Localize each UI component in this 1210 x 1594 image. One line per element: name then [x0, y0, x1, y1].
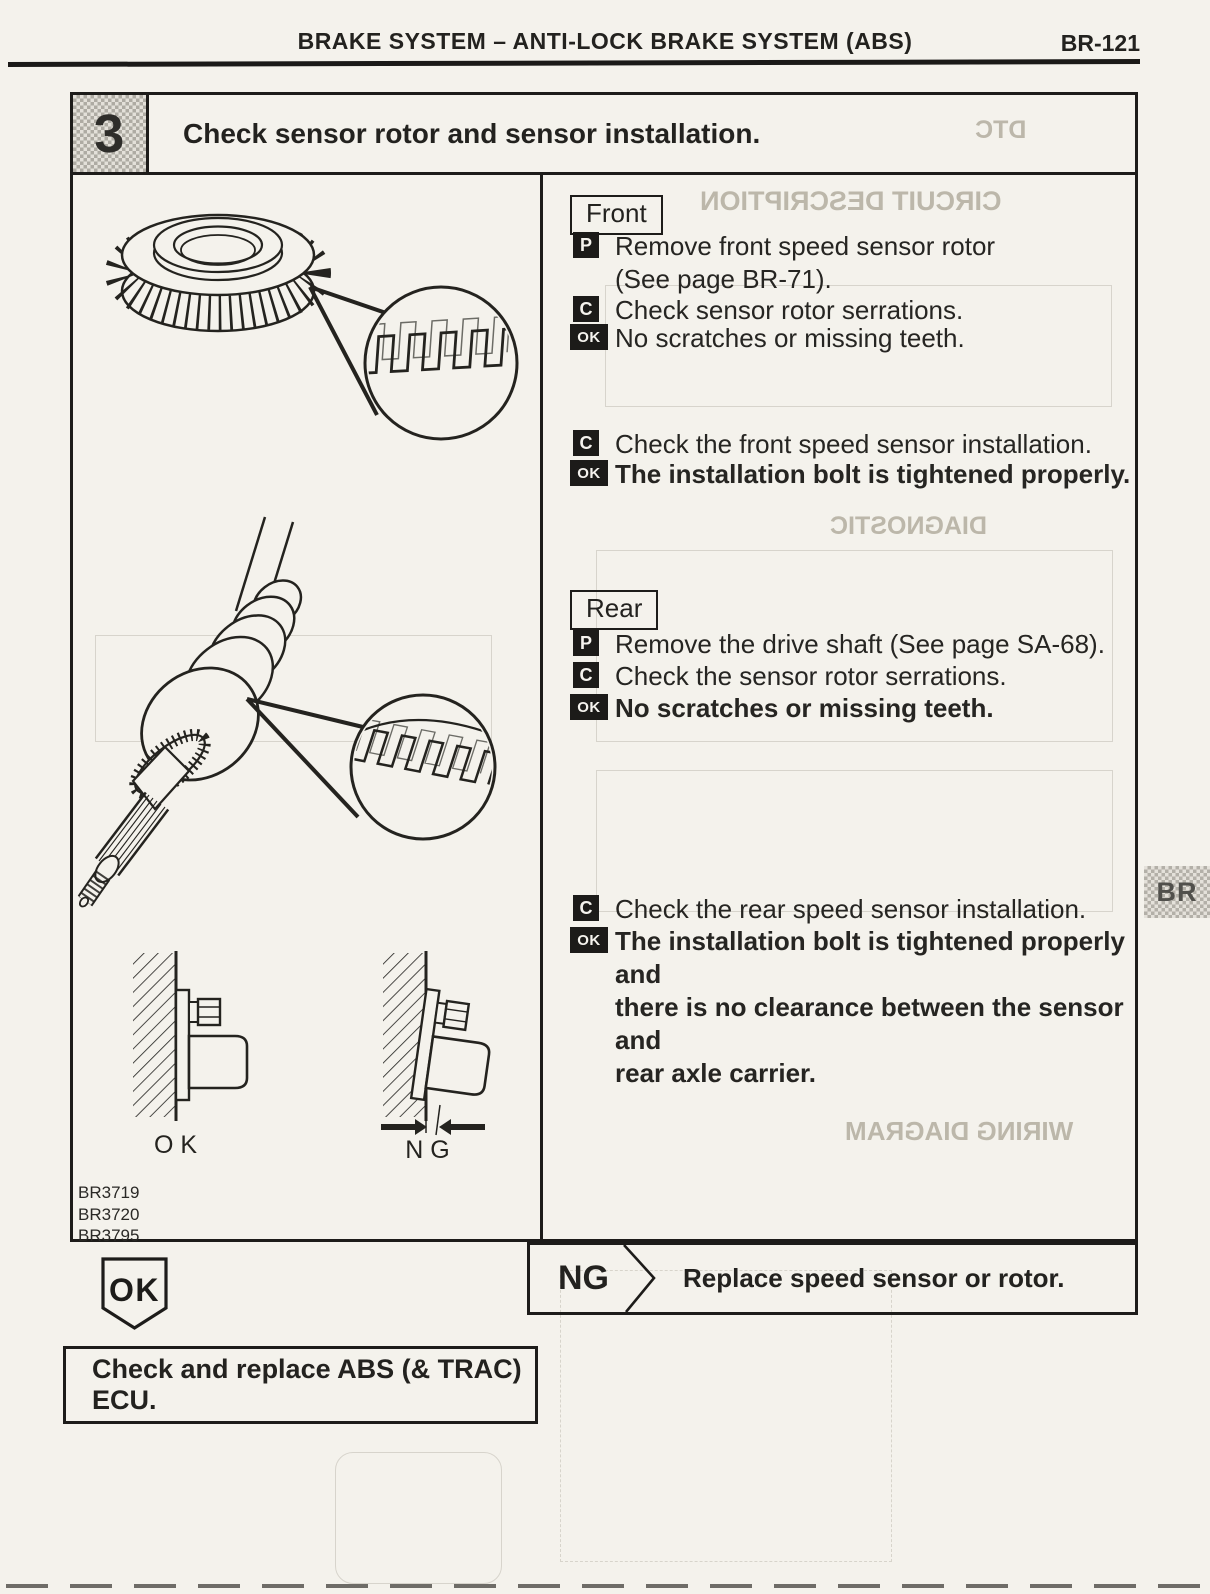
step-badge: C	[573, 895, 599, 921]
ok-arrow-label: OK	[109, 1272, 160, 1308]
procedure-step: C Check the sensor rotor serrations.	[570, 660, 1007, 693]
installation-ok	[133, 951, 247, 1159]
figure-code: BR3795	[78, 1226, 140, 1245]
procedure-step: P Remove front speed sensor rotor (See page BR-71).	[570, 230, 995, 296]
sensor-rotor-figure	[122, 215, 519, 439]
ng-result-row	[527, 1242, 1138, 1315]
rear-label: Rear	[570, 590, 658, 630]
step-badge: P	[573, 232, 599, 258]
step-badge: C	[573, 296, 599, 322]
procedure-step: C Check the front speed sensor installation.	[570, 428, 1092, 461]
scan-edge-artifact	[6, 1584, 1204, 1588]
step-box	[70, 92, 1138, 1245]
ok-arrow-badge	[100, 1256, 170, 1332]
bleedthrough-text: DIAGNOSTIC	[830, 512, 987, 540]
side-tab	[1144, 866, 1210, 918]
step-badge: OK	[570, 324, 608, 350]
illustrations-svg	[73, 175, 540, 1239]
procedure-step: OK No scratches or missing teeth.	[570, 322, 965, 355]
figure-code: BR3719	[78, 1183, 140, 1202]
step-badge: C	[573, 662, 599, 688]
page-title: BRAKE SYSTEM – ANTI-LOCK BRAKE SYSTEM (ABS)	[297, 28, 913, 54]
procedure-step: OK The installation bolt is tightened properly and there is no clearance between the sensor and rear axle carrier.	[570, 925, 1135, 1090]
ng-diagram-label: NG	[405, 1136, 457, 1164]
step-badge: OK	[570, 927, 608, 953]
page-number: BR-121	[1060, 30, 1140, 56]
ng-label: NG	[558, 1259, 609, 1297]
bleedthrough-text: WIRING DIAGRAM	[845, 1116, 1074, 1146]
step-badge: P	[573, 630, 599, 656]
procedure-panel	[543, 175, 1135, 1239]
bleedthrough-text: CIRCUIT DESCRIPTION	[700, 186, 1002, 216]
step-badge: OK	[570, 460, 608, 486]
ok-diagram-label: OK	[153, 1131, 205, 1159]
procedure-step: OK The installation bolt is tightened properly.	[570, 458, 1130, 491]
side-tab-label: BR	[1156, 876, 1198, 907]
figure-codes	[78, 1182, 139, 1247]
step-title: Check sensor rotor and sensor installation.	[183, 117, 761, 149]
procedure-step: C Check sensor rotor serrations.	[570, 294, 963, 327]
procedure-step: OK No scratches or missing teeth.	[570, 692, 994, 725]
figure-code: BR3720	[78, 1204, 140, 1224]
ng-chevron-icon	[623, 1245, 657, 1312]
next-step-text: Check and replace ABS (& TRAC) ECU.	[92, 1354, 522, 1415]
step-number: 3	[93, 102, 126, 165]
front-label: Front	[570, 195, 663, 235]
bleedthrough-text: DTC	[975, 116, 1027, 144]
step-header	[73, 95, 1135, 175]
drive-shaft-figure	[78, 517, 498, 908]
next-step-box	[63, 1346, 538, 1424]
header-rule	[8, 59, 1140, 67]
step-badge: OK	[570, 694, 608, 720]
installation-figure	[133, 951, 497, 1164]
installation-ng	[381, 951, 497, 1164]
procedure-step: C Check the rear speed sensor installation.	[570, 893, 1086, 926]
illustration-panel	[73, 175, 543, 1245]
ng-action: Replace speed sensor or rotor.	[683, 1263, 1065, 1293]
step-number-cell	[73, 95, 149, 172]
procedure-step: P Remove the drive shaft (See page SA-68).	[570, 628, 1105, 661]
bleedthrough-box	[335, 1452, 502, 1584]
step-badge: C	[573, 430, 599, 456]
